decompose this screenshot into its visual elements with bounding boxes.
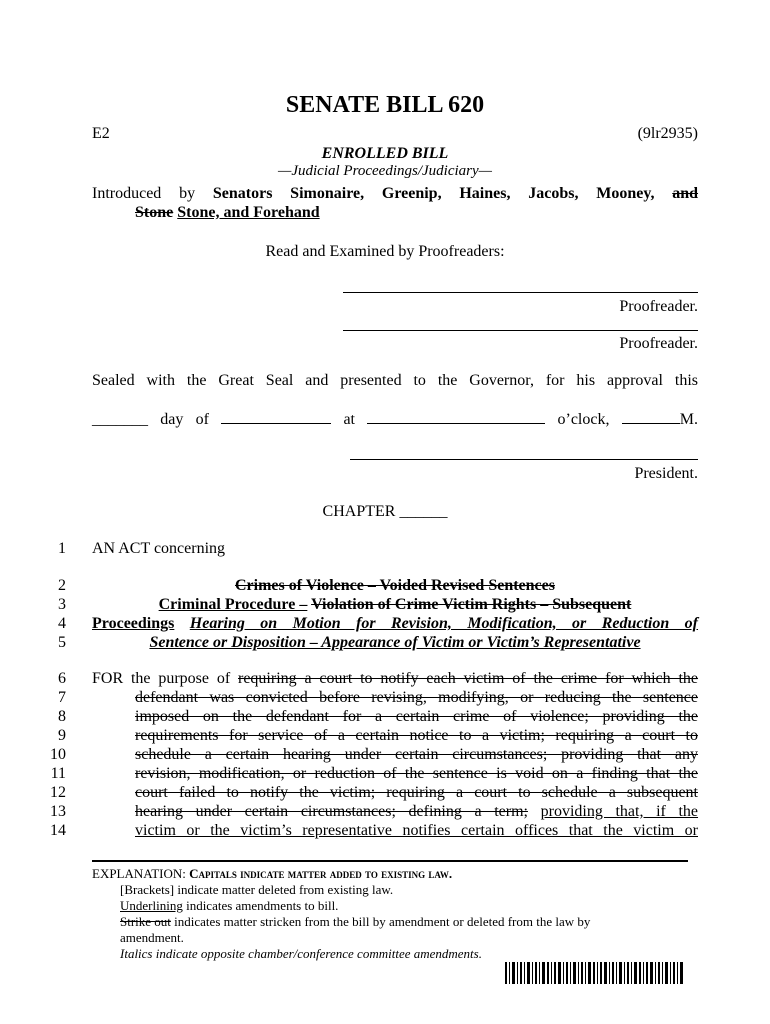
proofreader-signature-line-1 — [343, 292, 698, 293]
struck-title-line-3: Violation of Crime Victim Rights – Subsequent — [311, 596, 632, 613]
title-line-3 — [92, 596, 698, 614]
m-label: M. — [679, 411, 698, 428]
underlining-rest: indicates amendments to bill. — [186, 898, 339, 913]
amended-title-line-4: Hearing on Motion for Revision, Modification, or Reduction of — [189, 615, 699, 632]
explanation-label: EXPLANATION: — [92, 866, 186, 881]
of-label: of — [195, 411, 209, 428]
meridiem-group — [622, 409, 698, 429]
struck-purpose-8: imposed on the defendant for a certain crime of violence; providing the — [135, 708, 698, 725]
struck-stone: Stone — [135, 204, 174, 221]
explanation-rule — [92, 860, 688, 862]
purpose-line-6 — [92, 670, 698, 688]
explanation-heading — [92, 866, 452, 882]
struck-purpose-6: requiring a court to notify each victim of the crime for which the — [238, 670, 699, 687]
meridiem-blank — [622, 409, 680, 424]
barcode — [505, 962, 685, 984]
struck-purpose-12: court failed to notify the victim; requiring a court to schedule a subsequent — [135, 784, 698, 801]
line-number: 13 — [50, 803, 66, 820]
proofreader-signature-line-2 — [343, 330, 698, 331]
struck-amendment-13: providing that, if the — [540, 803, 699, 820]
line-number: 11 — [50, 765, 66, 782]
line-number: 4 — [58, 615, 66, 632]
purpose-line-13 — [135, 803, 698, 821]
explanation-underlining — [120, 898, 338, 914]
proofreader-label-2: Proofreader. — [619, 335, 698, 352]
line-number: 14 — [50, 822, 66, 839]
kept-title: Criminal Procedure – — [158, 596, 308, 613]
struck-and: and — [672, 185, 699, 202]
struck-purpose-13: hearing under certain circumstances; defining a term; — [135, 803, 528, 820]
amended-title-line-5: Sentence or Disposition – Appearance of Victim or Victim’s Representative — [149, 634, 641, 651]
line-number: 9 — [58, 727, 66, 744]
read-examined: Read and Examined by Proofreaders: — [265, 243, 505, 260]
bill-code-right: (9lr2935) — [637, 125, 698, 142]
struck-title-line-2: Crimes of Violence – Voided Revised Sentences — [235, 577, 555, 594]
line-number: 3 — [58, 596, 66, 613]
sponsor-names: Senators Simonaire, Greenip, Haines, Jacobs, Mooney, — [212, 185, 655, 202]
time-blank — [367, 409, 545, 424]
struck-purpose-10: schedule a certain hearing under certain circumstances; providing that any — [135, 746, 698, 763]
strike-word: Strike out — [120, 914, 171, 929]
line-number: 12 — [50, 784, 66, 801]
explanation-strike-cont: amendment. — [120, 930, 184, 945]
explanation-brackets: [Brackets] indicate matter deleted from existing law. — [120, 882, 394, 897]
added-sponsors: Stone, and Forehand — [177, 204, 320, 221]
month-blank — [221, 409, 331, 424]
struck-purpose-9: requirements for service of a certain notice to a victim; requiring a court to — [135, 727, 698, 744]
strike-rest: indicates matter stricken from the bill by amendment or deleted from the law by — [174, 914, 591, 929]
at-label: at — [343, 411, 355, 428]
committee-label: —Judicial Proceedings/Judiciary— — [278, 163, 492, 179]
approval-date-line — [92, 409, 698, 429]
line-number: 2 — [58, 577, 66, 594]
purpose-prefix: FOR the purpose of — [92, 670, 231, 687]
act-concerning: AN ACT concerning — [92, 540, 226, 557]
title-line-4 — [92, 615, 698, 633]
enrolled-label: ENROLLED BILL — [321, 145, 449, 162]
line-number: 7 — [58, 689, 66, 706]
line-number: 1 — [58, 540, 66, 557]
underlining-word: Underlining — [120, 898, 183, 913]
day-blank: _______ — [92, 411, 148, 428]
president-signature-line — [350, 459, 698, 460]
sponsors-line-2 — [135, 204, 320, 222]
president-label: President. — [634, 465, 698, 482]
struck-title-line-4: Proceedings — [92, 615, 175, 632]
proofreader-label-1: Proofreader. — [619, 298, 698, 315]
explanation-capitals: Capitals indicate matter added to existing law. — [189, 866, 453, 881]
struck-purpose-14: victim or the victim’s representative notifies certain offices that the victim or — [135, 822, 698, 839]
chapter-label: CHAPTER ______ — [322, 503, 448, 520]
bill-title: SENATE BILL 620 — [285, 92, 485, 118]
bill-code-left: E2 — [92, 125, 110, 142]
struck-purpose-11: revision, modification, or reduction of the sentence is void on a finding that the — [135, 765, 698, 782]
explanation-italics: Italics indicate opposite chamber/conference committee amendments. — [120, 946, 482, 961]
day-label: day — [160, 411, 184, 428]
line-number: 8 — [58, 708, 66, 725]
struck-purpose-7: defendant was convicted before revising, modifying, or reducing the sentence — [135, 689, 698, 706]
sponsors-line — [92, 184, 698, 204]
introduced-by: Introduced by — [92, 185, 196, 202]
sealed-statement: Sealed with the Great Seal and presented to the Governor, for his approval this — [92, 372, 698, 389]
line-number: 5 — [58, 634, 66, 651]
line-number: 10 — [50, 746, 66, 763]
explanation-strike — [120, 914, 590, 930]
line-number: 6 — [58, 670, 66, 687]
oclock-label: o’clock, — [557, 411, 610, 428]
